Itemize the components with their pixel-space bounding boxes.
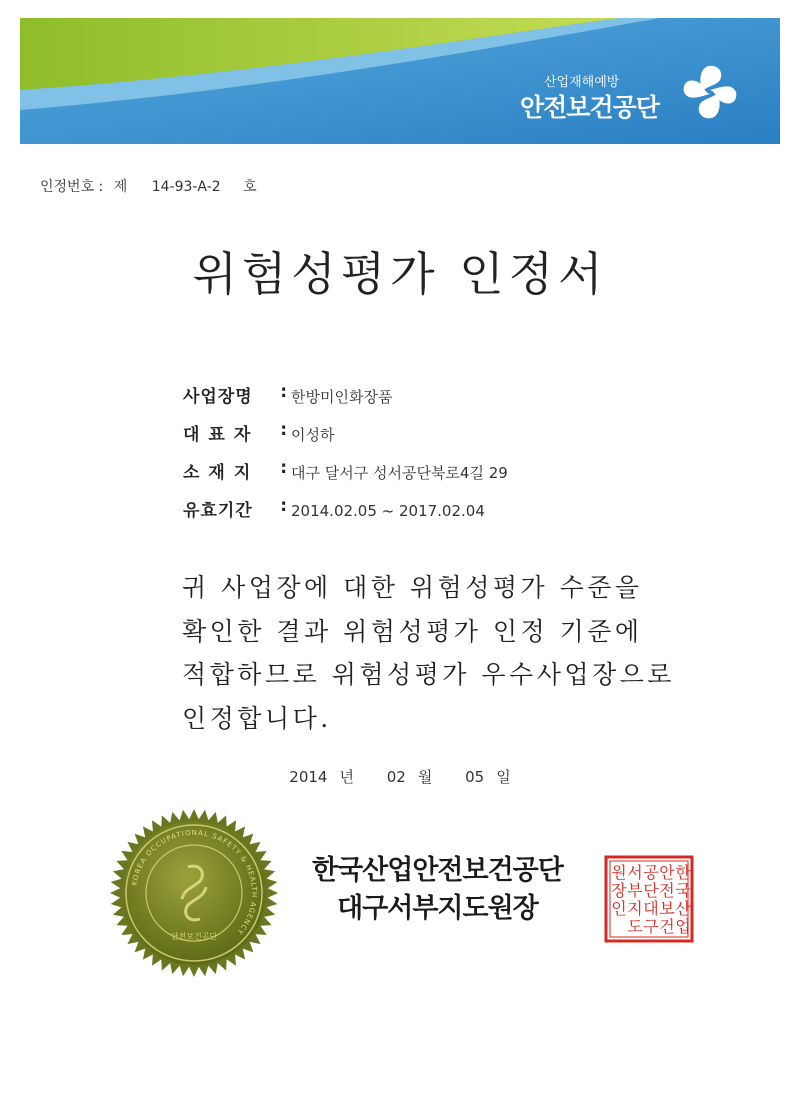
field-value: 이성하 bbox=[291, 426, 335, 444]
field-separator: : bbox=[280, 458, 287, 478]
date-month: 02 bbox=[386, 768, 406, 786]
field-label: 대표자 bbox=[183, 425, 260, 445]
cert-number-prefix: 제 bbox=[113, 179, 128, 195]
org-subtitle: 산업재해예방 bbox=[544, 75, 620, 90]
stamp-character: 한 bbox=[675, 863, 691, 882]
stamp-character: 인 bbox=[611, 899, 627, 918]
date-day-unit: 일 bbox=[496, 768, 511, 786]
kosha-logo-icon bbox=[678, 62, 742, 122]
stamp-character: 대 bbox=[643, 899, 659, 918]
statement-line: 귀 사업장에 대한 위험성평가 수준을 bbox=[182, 573, 643, 602]
org-name: 안전보건공단 bbox=[520, 93, 659, 122]
stamp-character: 보 bbox=[659, 899, 675, 918]
page-title: 위험성평가 인정서 bbox=[192, 247, 608, 301]
field-value: 한방미인화장품 bbox=[291, 388, 393, 406]
issuer-organization: 한국산업안전보건공단 bbox=[312, 855, 563, 886]
gold-seal-icon bbox=[108, 807, 280, 979]
field-label: 사업장명 bbox=[183, 387, 253, 407]
statement-line: 적합하므로 위험성평가 우수사업장으로 bbox=[182, 660, 675, 689]
issuer bbox=[312, 852, 563, 928]
date-year: 2014 bbox=[289, 768, 328, 786]
cert-number-label: 인정번호 : bbox=[40, 179, 104, 195]
field-separator: : bbox=[280, 496, 287, 516]
stamp-character: 안 bbox=[659, 863, 675, 882]
issuer-title: 대구서부지도원장 bbox=[337, 893, 538, 924]
svg-text:KOREA OCCUPATIONAL SAFETY & HE: KOREA OCCUPATIONAL SAFETY & HEALTH AGENCY bbox=[130, 828, 259, 937]
field-row-representative bbox=[183, 420, 508, 458]
stamp-character: 단 bbox=[643, 881, 659, 900]
svg-text:안전보건공단: 안전보건공단 bbox=[170, 932, 218, 941]
stamp-character: 도 bbox=[627, 917, 643, 936]
cert-number-value: 14-93-A-2 bbox=[151, 179, 221, 195]
stamp-character: 장 bbox=[611, 881, 627, 900]
field-label: 소재지 bbox=[183, 463, 260, 483]
stamp-character: 국 bbox=[675, 881, 691, 900]
issue-date bbox=[0, 766, 800, 787]
stamp-character: 업 bbox=[675, 917, 691, 936]
stamp-character: 지 bbox=[627, 899, 643, 918]
stamp-character: 부 bbox=[627, 881, 643, 900]
stamp-character: 산 bbox=[675, 899, 691, 918]
date-month-unit: 월 bbox=[417, 768, 433, 786]
certificate-fields bbox=[183, 382, 508, 534]
field-row-address bbox=[183, 458, 508, 496]
field-value: 대구 달서구 성서공단북로4길 29 bbox=[291, 464, 508, 482]
official-red-stamp-icon bbox=[603, 854, 695, 944]
statement-line: 확인한 결과 위험성평가 인정 기준에 bbox=[182, 616, 643, 646]
field-label: 유효기간 bbox=[183, 501, 253, 521]
statement-line: 인정합니다. bbox=[182, 703, 332, 733]
field-separator: : bbox=[280, 420, 287, 440]
field-row-valid-period bbox=[183, 496, 508, 534]
stamp-character: 공 bbox=[643, 863, 659, 882]
field-separator: : bbox=[280, 382, 287, 402]
header-banner bbox=[20, 18, 780, 144]
stamp-character: 전 bbox=[659, 881, 675, 900]
stamp-character: 구 bbox=[643, 917, 659, 936]
field-row-business-name bbox=[183, 382, 508, 420]
certificate-statement bbox=[182, 566, 675, 740]
stamp-character: 건 bbox=[659, 917, 675, 936]
field-value: 2014.02.05 ~ 2017.02.04 bbox=[291, 502, 485, 520]
cert-number-suffix: 호 bbox=[243, 179, 257, 195]
certificate-number bbox=[40, 176, 263, 196]
date-day: 05 bbox=[465, 768, 485, 786]
stamp-character: 서 bbox=[627, 863, 643, 882]
date-year-unit: 년 bbox=[339, 768, 354, 786]
stamp-character: 원 bbox=[611, 863, 627, 882]
